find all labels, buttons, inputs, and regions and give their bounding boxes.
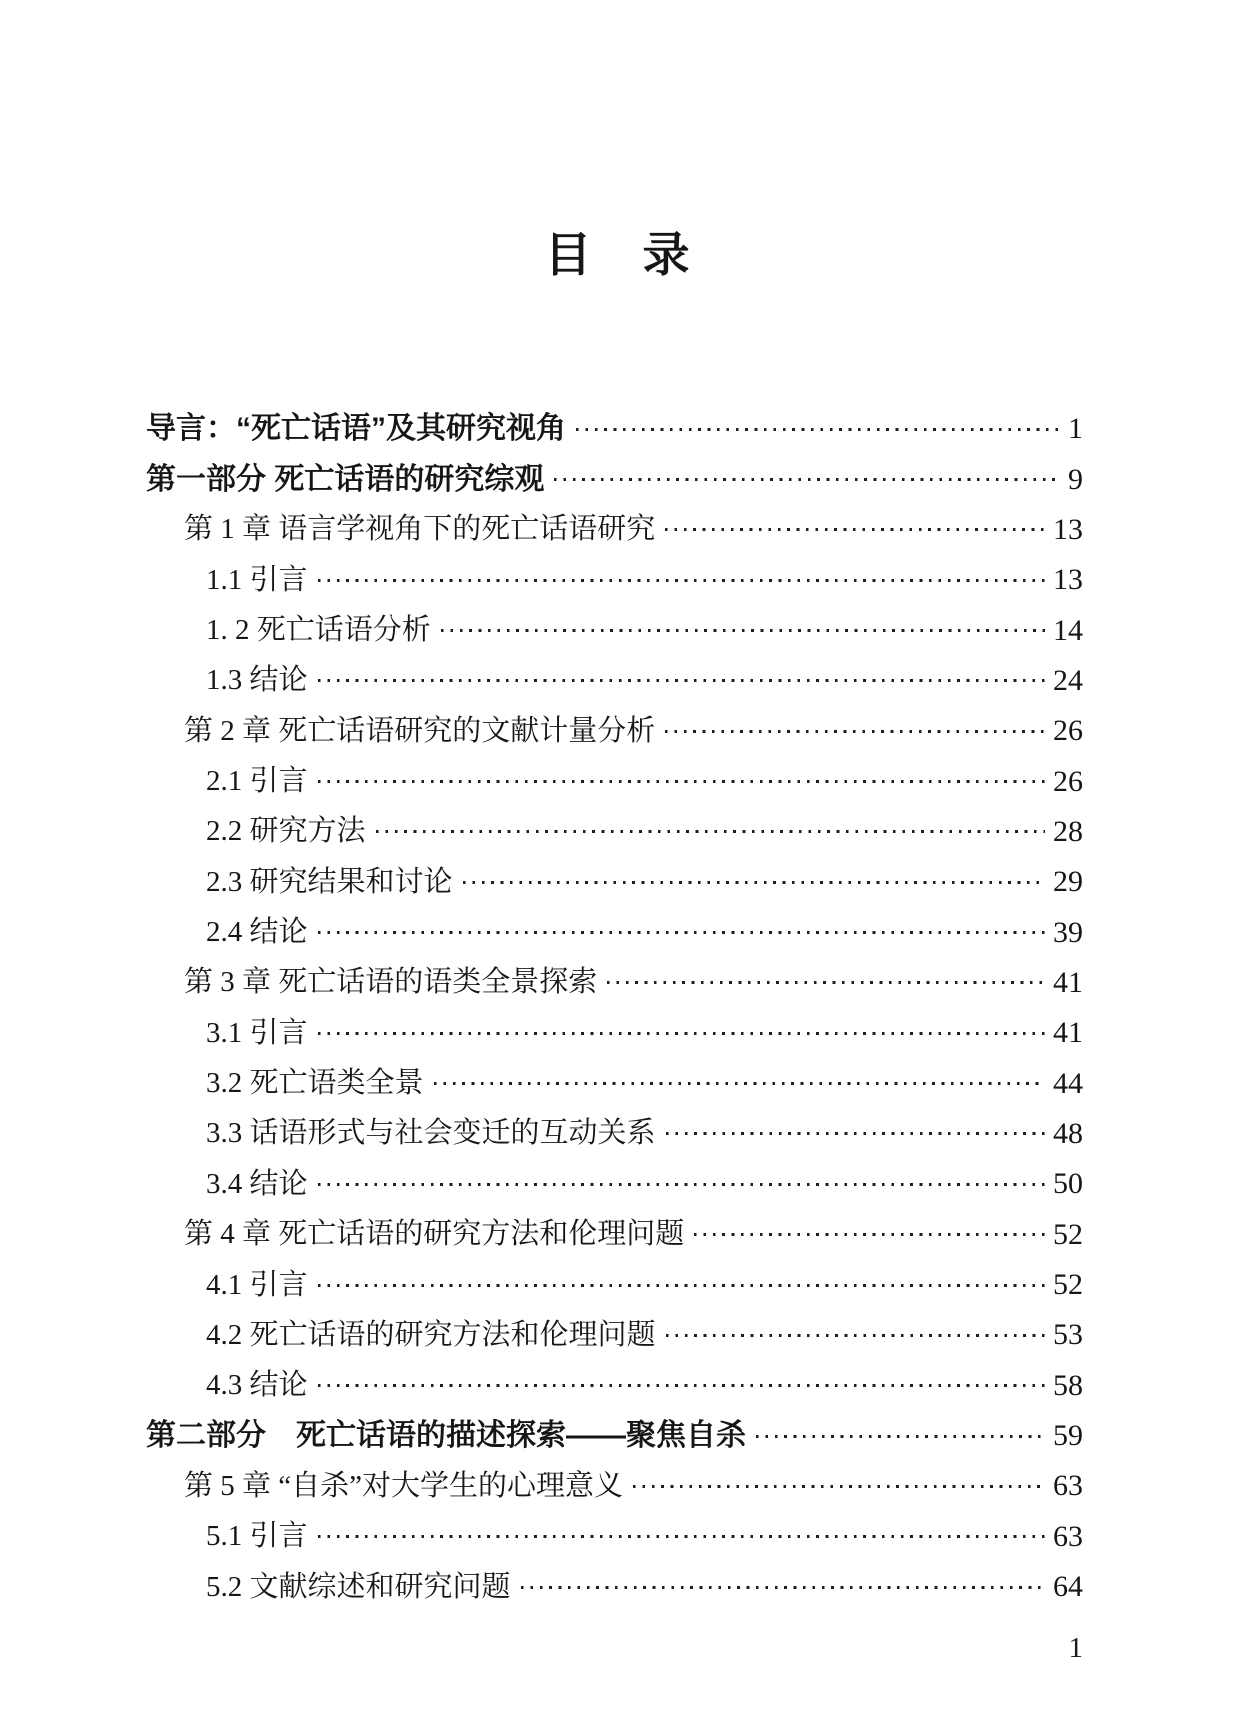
toc-entry-title: 2.2 研究方法 (206, 815, 366, 848)
dotted-leader (318, 1183, 1045, 1186)
toc-entry (146, 807, 1083, 857)
toc-entry (146, 1562, 1083, 1612)
toc-entry-title: 5.2 文献综述和研究问题 (206, 1570, 511, 1603)
toc-entry (146, 1008, 1083, 1058)
dotted-leader (554, 478, 1060, 481)
toc-entry-title: 1.1 引言 (206, 563, 308, 596)
toc-entry-page: 64 (1053, 1570, 1083, 1604)
dotted-leader (666, 1132, 1045, 1135)
dotted-leader (666, 1334, 1045, 1337)
dotted-leader (318, 579, 1045, 582)
toc-entry-page: 63 (1053, 1469, 1083, 1503)
dotted-leader (318, 1284, 1045, 1287)
dotted-leader (665, 528, 1045, 531)
toc-entry (146, 907, 1083, 957)
toc-entry-page: 63 (1053, 1519, 1083, 1553)
toc-entry (146, 1210, 1083, 1260)
toc-entry-title: 3.4 结论 (206, 1167, 308, 1200)
toc-entry-page: 13 (1053, 563, 1083, 597)
toc-entry (146, 1310, 1083, 1360)
dotted-leader (607, 981, 1045, 984)
toc-entry (146, 1260, 1083, 1310)
dotted-leader (318, 931, 1045, 934)
toc-entry-page: 48 (1053, 1116, 1083, 1150)
toc-entry (146, 505, 1083, 555)
footer-page-number: 1 (1068, 1632, 1083, 1664)
toc-entry (146, 555, 1083, 605)
toc-entry-title: 4.2 死亡话语的研究方法和伦理问题 (206, 1318, 656, 1351)
toc-entry-title: 第 3 章 死亡话语的语类全景探索 (184, 966, 598, 999)
dotted-leader (318, 1032, 1045, 1035)
toc-entry (146, 605, 1083, 655)
toc-entry-title: 2.1 引言 (206, 765, 308, 798)
toc-entry-page: 50 (1053, 1167, 1083, 1201)
toc-entry-title: 第一部分 死亡话语的研究综观 (146, 462, 545, 496)
toc-list (146, 404, 1083, 1612)
toc-entry-title: 3.2 死亡语类全景 (206, 1067, 424, 1100)
dotted-leader (318, 1384, 1045, 1387)
toc-entry (146, 706, 1083, 756)
toc-entry-title: 5.1 引言 (206, 1520, 308, 1553)
toc-entry (146, 857, 1083, 907)
toc-entry-page: 9 (1068, 462, 1083, 496)
dotted-leader (441, 629, 1045, 632)
toc-entry-page: 58 (1053, 1368, 1083, 1402)
toc-entry-title: 第 1 章 语言学视角下的死亡话语研究 (184, 513, 656, 546)
dotted-leader (665, 730, 1045, 733)
toc-entry-page: 28 (1053, 814, 1083, 848)
dotted-leader (756, 1435, 1045, 1438)
toc-entry-page: 52 (1053, 1268, 1083, 1302)
toc-entry (146, 404, 1083, 454)
toc-entry (146, 1461, 1083, 1511)
toc-entry (146, 958, 1083, 1008)
toc-entry (146, 1058, 1083, 1108)
toc-entry (146, 1159, 1083, 1209)
toc-entry (146, 656, 1083, 706)
toc-entry-page: 39 (1053, 915, 1083, 949)
dotted-leader (376, 830, 1045, 833)
dotted-leader (633, 1485, 1045, 1488)
dotted-leader (521, 1586, 1045, 1589)
toc-entry-page: 29 (1053, 865, 1083, 899)
toc-entry-page: 41 (1053, 965, 1083, 999)
toc-entry (146, 1109, 1083, 1159)
dotted-leader (318, 1535, 1045, 1538)
toc-entry-title: 第 5 章 “自杀”对大学生的心理意义 (184, 1469, 623, 1502)
toc-entry-title: 3.1 引言 (206, 1016, 308, 1049)
toc-entry-title: 导言：“死亡话语”及其研究视角 (146, 412, 566, 446)
toc-entry-title: 2.4 结论 (206, 916, 308, 949)
dotted-leader (434, 1082, 1045, 1085)
toc-entry-page: 14 (1053, 613, 1083, 647)
toc-entry-page: 13 (1053, 512, 1083, 546)
toc-entry-title: 1. 2 死亡话语分析 (206, 614, 431, 647)
toc-entry (146, 1411, 1083, 1461)
toc-entry-title: 第 2 章 死亡话语研究的文献计量分析 (184, 714, 656, 747)
dotted-leader (694, 1233, 1045, 1236)
toc-entry-title: 1.3 结论 (206, 664, 308, 697)
toc-entry-page: 44 (1053, 1066, 1083, 1100)
toc-entry-title: 2.3 研究结果和讨论 (206, 865, 453, 898)
toc-entry-page: 41 (1053, 1016, 1083, 1050)
toc-entry-page: 53 (1053, 1318, 1083, 1352)
toc-entry (146, 1512, 1083, 1562)
toc-entry-title: 第 4 章 死亡话语的研究方法和伦理问题 (184, 1218, 685, 1251)
dotted-leader (576, 428, 1060, 431)
toc-entry-page: 59 (1053, 1419, 1083, 1453)
toc-entry-title: 3.3 话语形式与社会变迁的互动关系 (206, 1117, 656, 1150)
dotted-leader (318, 679, 1045, 682)
toc-entry-title: 4.3 结论 (206, 1369, 308, 1402)
toc-entry-title: 4.1 引言 (206, 1268, 308, 1301)
dotted-leader (318, 780, 1045, 783)
dotted-leader (463, 881, 1045, 884)
toc-entry-page: 26 (1053, 714, 1083, 748)
page-title: 目 录 (544, 230, 692, 282)
toc-entry (146, 756, 1083, 806)
toc-entry (146, 1361, 1083, 1411)
toc-entry-title: 第二部分 死亡话语的描述探索——聚焦自杀 (146, 1419, 746, 1453)
toc-entry (146, 454, 1083, 504)
toc-entry-page: 26 (1053, 764, 1083, 798)
toc-entry-page: 52 (1053, 1217, 1083, 1251)
toc-entry-page: 24 (1053, 663, 1083, 697)
toc-entry-page: 1 (1068, 412, 1083, 446)
